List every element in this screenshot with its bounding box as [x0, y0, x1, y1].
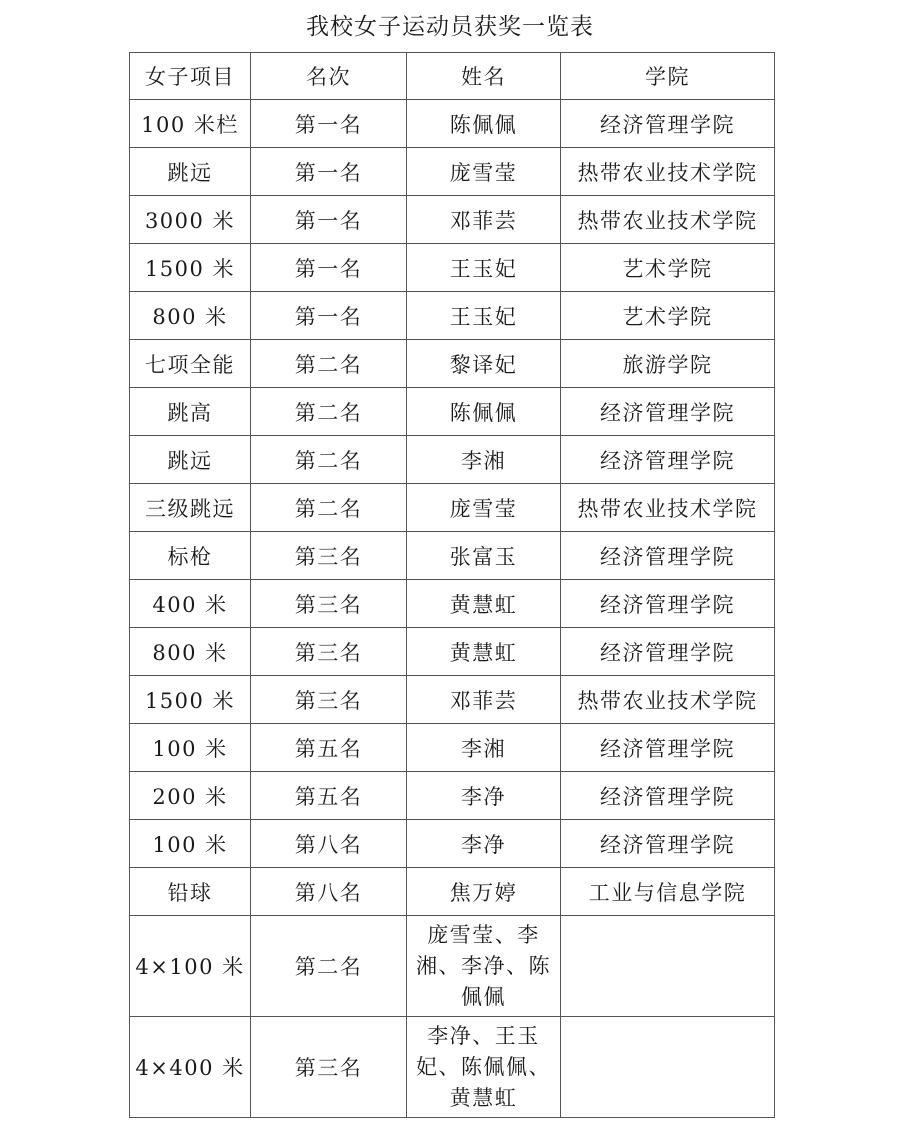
cell-rank: 第一名 [251, 244, 407, 292]
cell-rank: 第三名 [251, 628, 407, 676]
cell-name [407, 1017, 561, 1118]
cell-name-line: 佩佩 [461, 984, 506, 1009]
cell-rank: 第八名 [251, 868, 407, 916]
cell-college: 艺术学院 [561, 244, 775, 292]
cell-event: 100 米 [130, 724, 251, 772]
cell-rank: 第三名 [251, 676, 407, 724]
cell-event: 4×400 米 [130, 1017, 251, 1118]
cell-name: 黄慧虹 [407, 580, 561, 628]
cell-event: 七项全能 [130, 340, 251, 388]
cell-rank: 第八名 [251, 820, 407, 868]
cell-name-line: 黄慧虹 [449, 1085, 518, 1110]
cell-college: 经济管理学院 [561, 580, 775, 628]
cell-college: 经济管理学院 [561, 820, 775, 868]
cell-rank: 第三名 [251, 580, 407, 628]
cell-college: 工业与信息学院 [561, 868, 775, 916]
table-row [130, 340, 775, 388]
cell-college: 艺术学院 [561, 292, 775, 340]
table-row [130, 100, 775, 148]
cell-college: 旅游学院 [561, 340, 775, 388]
cell-name: 邓菲芸 [407, 676, 561, 724]
cell-event: 200 米 [130, 772, 251, 820]
cell-event: 1500 米 [130, 244, 251, 292]
cell-rank: 第一名 [251, 148, 407, 196]
table-row [130, 196, 775, 244]
cell-rank: 第五名 [251, 724, 407, 772]
cell-college [561, 1017, 775, 1118]
cell-name [407, 916, 561, 1017]
cell-rank: 第五名 [251, 772, 407, 820]
column-header-rank: 名次 [251, 53, 407, 100]
cell-college: 经济管理学院 [561, 772, 775, 820]
cell-college: 热带农业技术学院 [561, 676, 775, 724]
cell-college: 经济管理学院 [561, 724, 775, 772]
table-row [130, 676, 775, 724]
cell-event: 3000 米 [130, 196, 251, 244]
column-header-event: 女子项目 [130, 53, 251, 100]
cell-event: 跳远 [130, 148, 251, 196]
cell-rank: 第二名 [251, 436, 407, 484]
cell-rank: 第二名 [251, 484, 407, 532]
cell-college: 经济管理学院 [561, 436, 775, 484]
cell-name-line: 李净、王玉 [427, 1023, 540, 1048]
cell-event: 100 米 [130, 820, 251, 868]
table-row [130, 868, 775, 916]
cell-event: 跳远 [130, 436, 251, 484]
cell-event: 1500 米 [130, 676, 251, 724]
table-row [130, 628, 775, 676]
table-row [130, 580, 775, 628]
cell-event: 100 米栏 [130, 100, 251, 148]
cell-college: 热带农业技术学院 [561, 484, 775, 532]
table-row [130, 772, 775, 820]
cell-rank: 第三名 [251, 1017, 407, 1118]
awards-table [129, 52, 775, 1118]
cell-rank: 第三名 [251, 532, 407, 580]
cell-name: 黎译妃 [407, 340, 561, 388]
cell-event: 800 米 [130, 292, 251, 340]
cell-name-line: 湘、李净、陈 [416, 953, 551, 978]
cell-rank: 第二名 [251, 916, 407, 1017]
cell-event: 400 米 [130, 580, 251, 628]
table-row-relay [130, 1017, 775, 1118]
cell-rank: 第一名 [251, 292, 407, 340]
cell-event: 800 米 [130, 628, 251, 676]
cell-rank: 第二名 [251, 340, 407, 388]
table-row [130, 724, 775, 772]
column-header-college: 学院 [561, 53, 775, 100]
cell-name: 陈佩佩 [407, 100, 561, 148]
cell-name: 王玉妃 [407, 292, 561, 340]
cell-college: 热带农业技术学院 [561, 148, 775, 196]
cell-name: 李湘 [407, 436, 561, 484]
cell-college: 经济管理学院 [561, 388, 775, 436]
table-row [130, 148, 775, 196]
cell-college [561, 916, 775, 1017]
cell-event: 跳高 [130, 388, 251, 436]
table-row-relay [130, 916, 775, 1017]
cell-name-line: 庞雪莹、李 [427, 922, 540, 947]
cell-name: 黄慧虹 [407, 628, 561, 676]
table-header-row [130, 53, 775, 100]
table-row [130, 484, 775, 532]
cell-name: 张富玉 [407, 532, 561, 580]
cell-college: 经济管理学院 [561, 532, 775, 580]
cell-name: 邓菲芸 [407, 196, 561, 244]
cell-rank: 第二名 [251, 388, 407, 436]
cell-name: 焦万婷 [407, 868, 561, 916]
cell-name: 庞雪莹 [407, 484, 561, 532]
cell-event: 标枪 [130, 532, 251, 580]
cell-name: 庞雪莹 [407, 148, 561, 196]
page-title: 我校女子运动员获奖一览表 [306, 14, 594, 40]
table-row [130, 388, 775, 436]
cell-rank: 第一名 [251, 196, 407, 244]
table-row [130, 532, 775, 580]
cell-event: 4×100 米 [130, 916, 251, 1017]
cell-event: 三级跳远 [130, 484, 251, 532]
table-row [130, 820, 775, 868]
cell-name: 李净 [407, 820, 561, 868]
table-row [130, 292, 775, 340]
table-row [130, 244, 775, 292]
cell-college: 经济管理学院 [561, 100, 775, 148]
cell-college: 热带农业技术学院 [561, 196, 775, 244]
cell-college: 经济管理学院 [561, 628, 775, 676]
cell-name-line: 妃、陈佩佩、 [416, 1054, 551, 1079]
cell-name: 王玉妃 [407, 244, 561, 292]
cell-name: 陈佩佩 [407, 388, 561, 436]
column-header-name: 姓名 [407, 53, 561, 100]
cell-event: 铅球 [130, 868, 251, 916]
cell-name: 李净 [407, 772, 561, 820]
table-row [130, 436, 775, 484]
cell-rank: 第一名 [251, 100, 407, 148]
cell-name: 李湘 [407, 724, 561, 772]
